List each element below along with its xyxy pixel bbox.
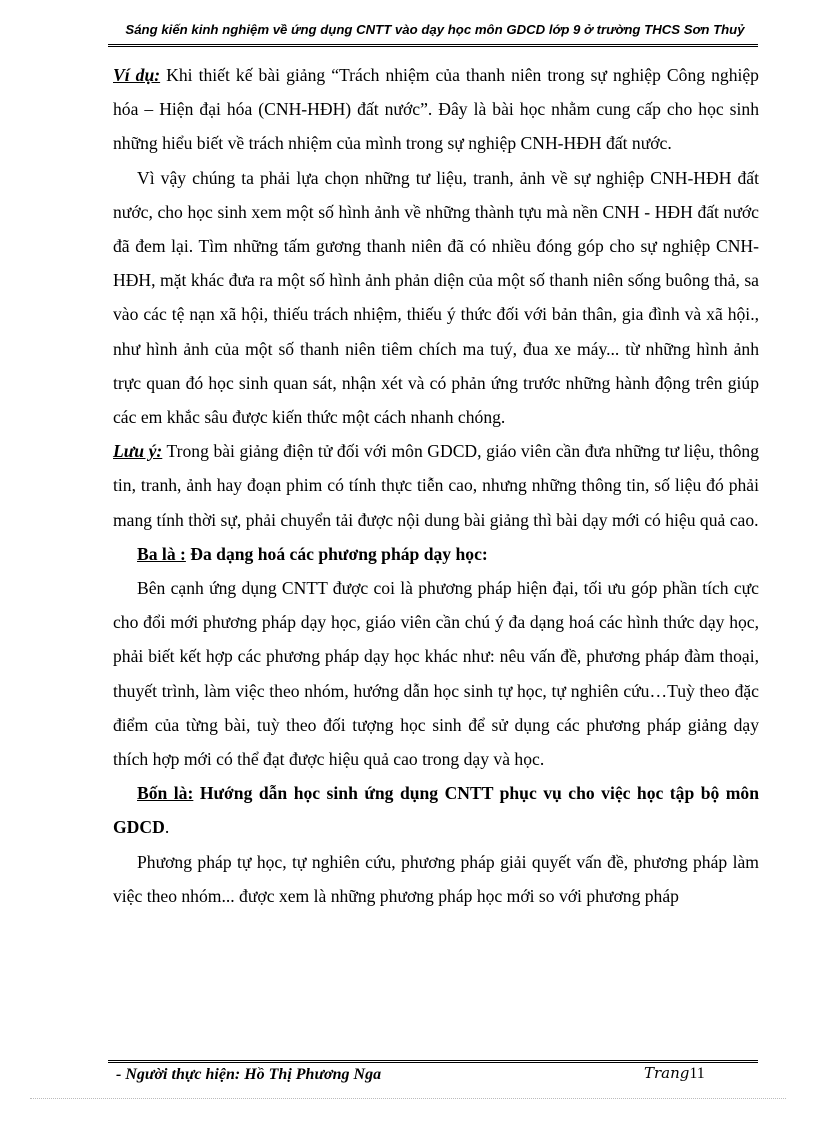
paragraph-example [113, 58, 759, 161]
section-three-heading [113, 537, 759, 571]
example-text: Khi thiết kế bài giảng “Trách nhiệm của thanh niên trong sự nghiệp Công nghiệp hóa – Hiện đại hóa (CNH-HĐH) đất nước”. Đây là bài học nhằm cung cấp cho học sinh những hiểu biết về trách nhiệm của mình trong sự nghiệp CNH-HĐH đất nước. [113, 65, 759, 154]
footer-page [644, 1064, 705, 1083]
page-number: 11 [689, 1065, 705, 1082]
section-three-label: Ba là : [137, 543, 186, 564]
section-four-period: . [164, 817, 170, 838]
paragraph-methods: Bên cạnh ứng dụng CNTT được coi là phương pháp hiện đại, tối ưu góp phần tích cực cho đổi mới phương pháp dạy học, giáo viên cần chú ý đa dạng hoá các hình thức dạy học, phải biết kết hợp các phương pháp dạy học khác như: nêu vấn đề, phương pháp đàm thoại, thuyết trình, làm việc theo nhóm, hướng dẫn học sinh tự học, tự nghiên cứu…Tuỳ theo đặc điểm của từng bài, tuỳ theo đối tượng học sinh để sử dụng các phương pháp giảng dạy thích hợp mới có thể đạt được hiệu quả cao trong dạy và học. [113, 578, 759, 770]
document-body [113, 58, 759, 913]
footer-divider [108, 1060, 758, 1063]
paragraph-self-study: Phương pháp tự học, tự nghiên cứu, phương pháp giải quyết vấn đề, phương pháp làm việc theo nhóm... được xem là những phương pháp học mới so với phương pháp [113, 851, 759, 906]
header-divider [108, 44, 758, 47]
page-edge [30, 1098, 786, 1099]
note-label: Lưu ý: [113, 441, 163, 462]
note-text: Trong bài giảng điện tử đối với môn GDCD, giáo viên cần đưa những tư liệu, thông tin, tranh, ảnh hay đoạn phim có tính thực tiễn cao, nhưng những thông tin, số liệu đó phải mang tính thời sự, phải chuyển tải được nội dung bài giảng thì bài dạy mới có hiệu quả cao. [113, 441, 760, 530]
paragraph-note [113, 434, 759, 537]
page-header: Sáng kiến kinh nghiệm về ứng dụng CNTT vào dạy học môn GDCD lớp 9 ở trường THCS Sơn Thuỷ [125, 22, 745, 37]
section-three-title: Đa dạng hoá các phương pháp dạy học: [185, 543, 488, 564]
paragraph-selection: Vì vậy chúng ta phải lựa chọn những tư liệu, tranh, ảnh về sự nghiệp CNH-HĐH đất nước, cho học sinh xem một số hình ảnh về những thành tựu mà nền CNH - HĐH đất nước đã đem lại. Tìm những tấm gương thanh niên đã có nhiều đóng góp cho sự nghiệp CNH-HĐH, mặt khác đưa ra một số hình ảnh phản diện của một số thanh niên sống buông thả, sa vào các tệ nạn xã hội, thiếu trách nhiệm, thiếu ý thức đối với bản thân, gia đình và xã hội., như hình ảnh của một số thanh niên tiêm chích ma tuý, đua xe máy... từ những hình ảnh trực quan đó học sinh quan sát, nhận xét và có phản ứng trước những hành động trên giúp các em khắc sâu được kiến thức một cách nhanh chóng. [113, 167, 759, 428]
footer-author: - Người thực hiện: Hồ Thị Phương Nga [116, 1066, 382, 1083]
example-label: Ví dụ: [113, 65, 161, 85]
section-four-heading [113, 776, 759, 844]
section-four-label: Bốn là: [137, 783, 194, 804]
page-word: Trang [644, 1064, 690, 1082]
section-four-title: Hướng dẫn học sinh ứng dụng CNTT phục vụ cho việc học tập bộ môn GDCD [113, 783, 759, 838]
